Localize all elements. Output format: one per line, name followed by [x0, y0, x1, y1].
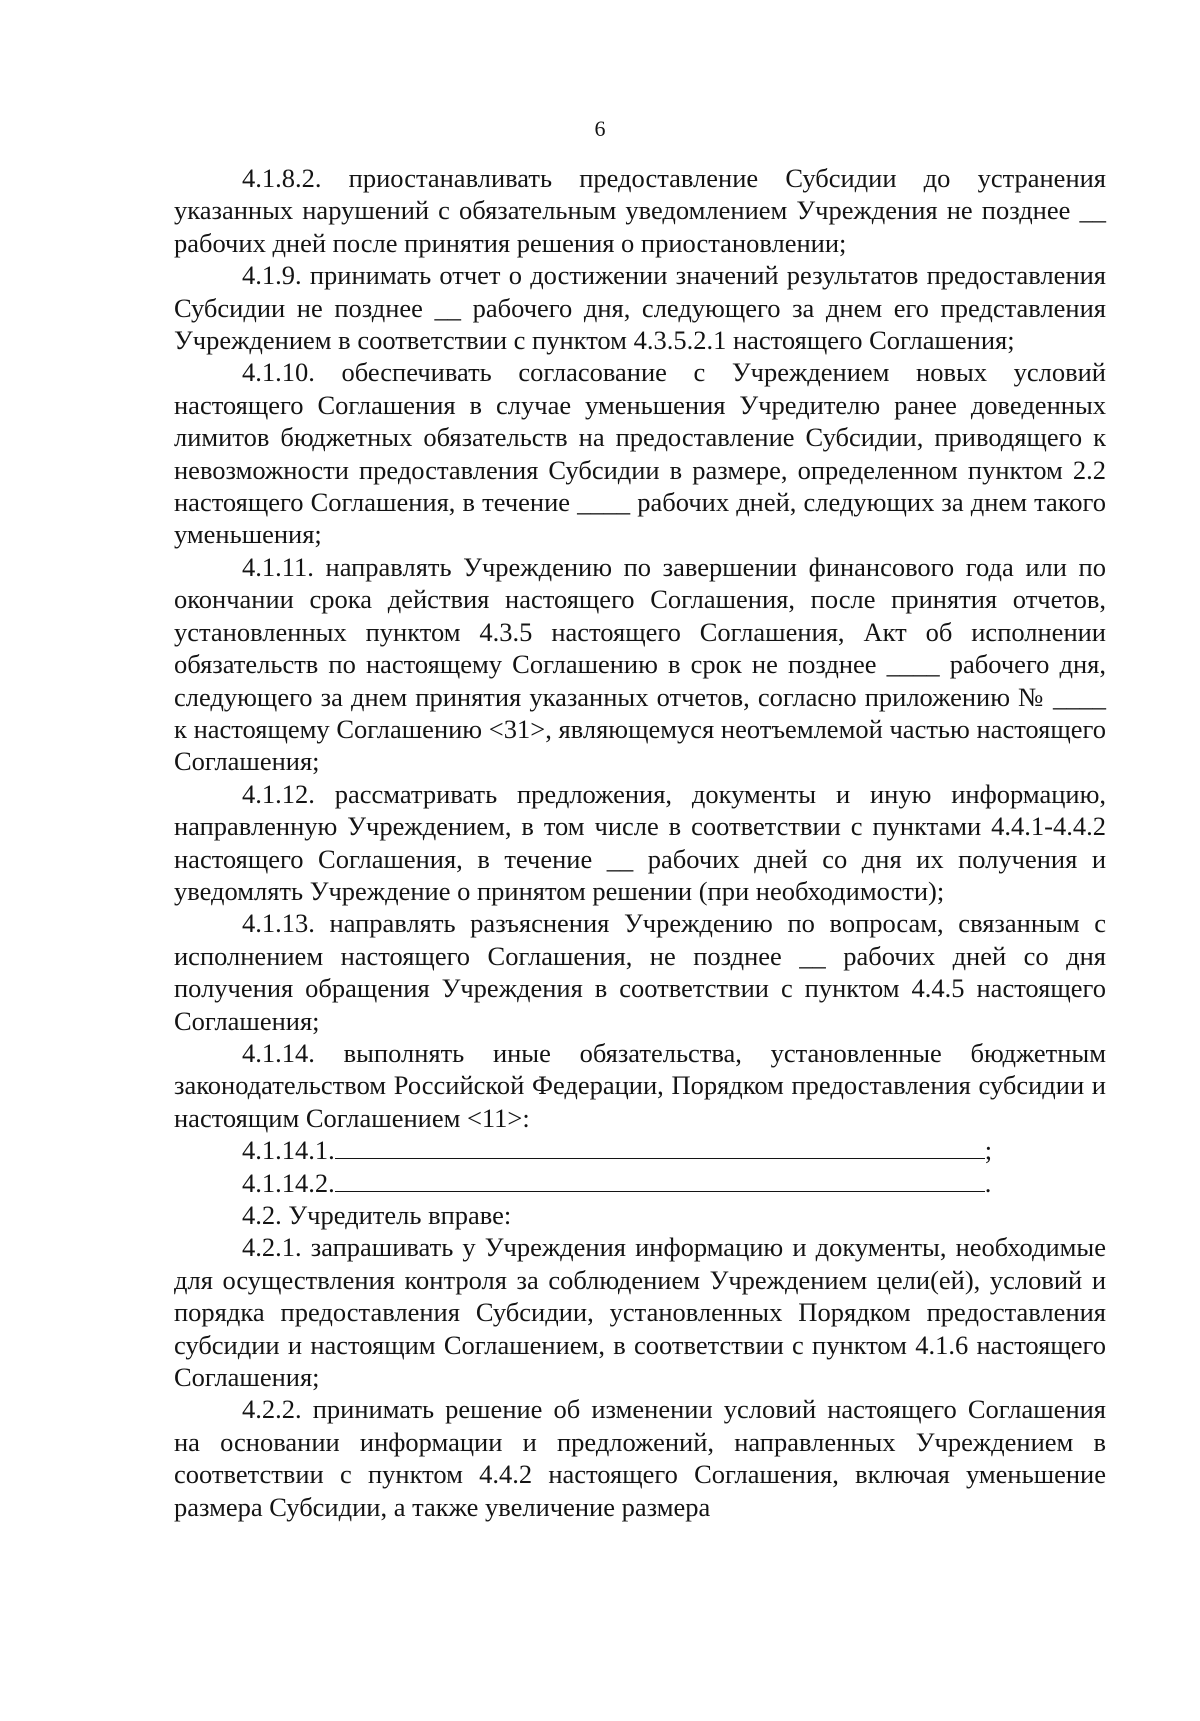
page-number: 6: [594, 116, 606, 141]
fill-line-4-1-14-2: [174, 1167, 1106, 1199]
fill-line-4-1-14-1: [174, 1134, 1106, 1166]
fill-blank: [335, 1136, 985, 1159]
paragraph-4-1-10: 4.1.10. обеспечивать согласование с Учреждением новых условий настоящего Соглашения в случае уменьшения Учредителю ранее доведенных лимитов бюджетных обязательств на предоставление Субсидии, приводящего к невозможности предоставления Субсидии в размере, определенном пунктом 2.2 настоящего Соглашения, в течение ____ рабочих дней, следующих за днем такого уменьшения;: [174, 357, 1106, 550]
fill-line-label: 4.1.14.1.: [242, 1135, 335, 1166]
section-heading-4-2: 4.2. Учредитель вправе:: [242, 1200, 512, 1230]
fill-line-end: ;: [984, 1135, 993, 1166]
paragraph-4-1-9: 4.1.9. принимать отчет о достижении значений результатов предоставления Субсидии не позднее __ рабочего дня, следующего за днем его представления Учреждением в соответствии с пунктом 4.3.5.2.1 настоящего Соглашения;: [174, 260, 1106, 356]
paragraph-4-2-1: 4.2.1. запрашивать у Учреждения информацию и документы, необходимые для осуществления контроля за соблюдением Учреждением цели(ей), условий и порядка предоставления Субсидии, установленных Порядком предоставления субсидии и настоящим Соглашением, в соответствии с пунктом 4.1.6 настоящего Соглашения;: [174, 1232, 1106, 1393]
paragraph-4-1-11: 4.1.11. направлять Учреждению по завершении финансового года или по окончании срока действия настоящего Соглашения, после принятия отчетов, установленных пунктом 4.3.5 настоящего Соглашения, Акт об исполнении обязательств по настоящему Соглашению в срок не позднее ____ рабочего дня, следующего за днем принятия указанных отчетов, согласно приложению № ____ к настоящему Соглашению <31>, являющемуся неотъемлемой частью настоящего Соглашения;: [174, 551, 1106, 777]
fill-blank: [335, 1169, 985, 1192]
document-body: [174, 162, 1106, 1523]
paragraph-4-1-13: 4.1.13. направлять разъяснения Учреждению по вопросам, связанным с исполнением настоящего Соглашения, не позднее __ рабочих дней со дня получения обращения Учреждения в соответствии с пунктом 4.4.5 настоящего Соглашения;: [174, 908, 1106, 1036]
paragraph-4-1-12: 4.1.12. рассматривать предложения, документы и иную информацию, направленную Учреждением, в том числе в соответствии с пунктами 4.4.1-4.4.2 настоящего Соглашения, в течение __ рабочих дней со дня их получения и уведомлять Учреждение о принятом решении (при необходимости);: [174, 778, 1106, 906]
paragraph-4-1-8-2: 4.1.8.2. приостанавливать предоставление Субсидии до устранения указанных нарушений с обязательным уведомлением Учреждения не позднее __ рабочих дней после принятия решения о приостановлении;: [174, 163, 1106, 258]
fill-line-label: 4.1.14.2.: [242, 1167, 335, 1198]
paragraph-4-1-14: 4.1.14. выполнять иные обязательства, установленные бюджетным законодательством Российской Федерации, Порядком предоставления субсидии и настоящим Соглашением <11>:: [174, 1037, 1106, 1133]
fill-line-end: .: [984, 1167, 992, 1198]
paragraph-4-2-2: 4.2.2. принимать решение об изменении условий настоящего Соглашения на основании информации и предложений, направленных Учреждением в соответствии с пунктом 4.4.2 настоящего Соглашения, включая уменьшение размера Субсидии, а также увеличение размера: [174, 1394, 1106, 1522]
